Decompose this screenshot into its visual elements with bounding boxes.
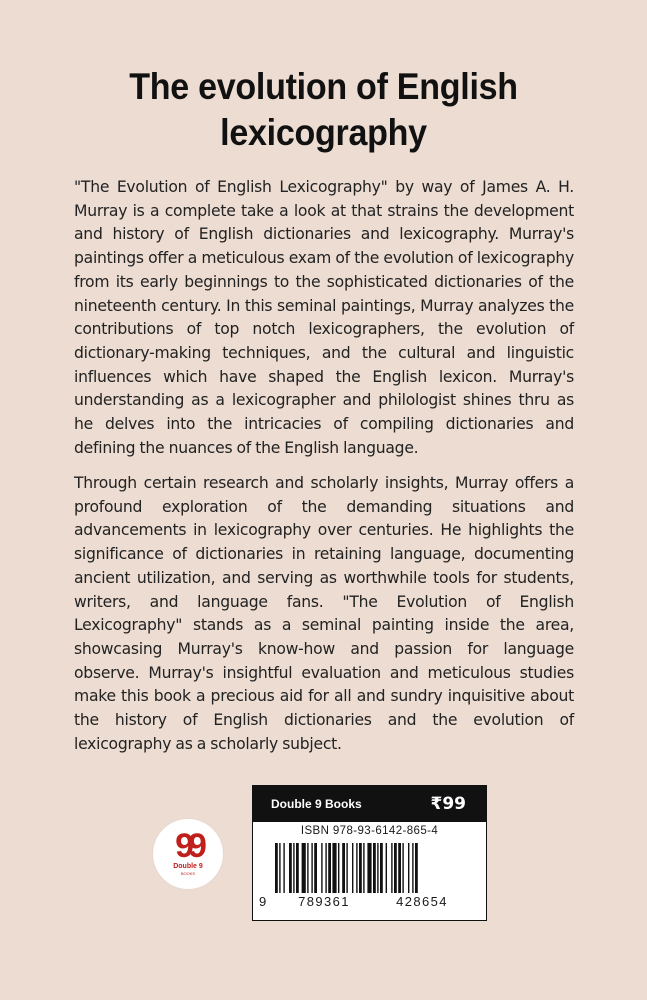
barcode-bar: [307, 843, 308, 893]
logo-number: 99: [175, 827, 201, 865]
publisher-name: Double 9 Books: [271, 797, 362, 811]
barcode-bar: [391, 843, 392, 893]
barcode-bar: [386, 843, 387, 893]
title-line-1: The evolution of English: [129, 66, 518, 107]
barcode-bar: [352, 843, 353, 893]
barcode-bar: [328, 843, 331, 893]
publisher-logo: [153, 819, 223, 889]
barcode-bar: [412, 843, 413, 893]
barcode-digit-first: 9: [259, 894, 268, 909]
barcode-bar: [377, 843, 378, 893]
price: ₹99: [430, 794, 466, 814]
barcode-bar: [367, 843, 371, 893]
barcode-bar: [275, 843, 278, 893]
barcode-bar: [279, 843, 280, 893]
barcode-bar: [380, 843, 383, 893]
barcode-bar: [293, 843, 294, 893]
barcode-bar: [359, 843, 362, 893]
barcode-bar: [332, 843, 336, 893]
barcode-bar: [338, 843, 339, 893]
barcode-bar: [283, 843, 284, 893]
description-paragraph-1: "The Evolution of English Lexicography" by way of James A. H. Murray is a complete take a look at that strains the development and history of English dictionaries and lexicography. Murray's paintings offer a meticulous exam of the evolution of lexicography from its early beginnings to the sophisticated dictionaries of the nineteenth century. In this seminal paintings, Murray analyzes the contributions of top notch lexicographers, the evolution of dictionary-making techniques, and the cultural and linguistic influences which have shaped the English lexicon. Murray's understanding as a lexicographer and philologist shines thru as he delves into the intricacies of compiling dictionaries and defining the nuances of the English language.: [74, 178, 574, 457]
barcode-bar: [415, 843, 418, 893]
barcode-bar: [356, 843, 357, 893]
barcode-bar: [289, 843, 292, 893]
logo-sub: BOOKS: [180, 871, 196, 876]
barcode-bar: [373, 843, 376, 893]
description-paragraph-2: Through certain research and scholarly insights, Murray offers a profound exploration of the demanding situations and advancements in lexicography over centuries. He highlights the significance of dictionaries in retaining language, documenting ancient utilization, and serving as worthwhile tools for students, writers, and language fans. "The Evolution of English Lexicography" stands as a seminal painting inside the area, showcasing Murray's know-how and passion for language observe. Murray's insightful evaluation and meticulous studies make this book a precious aid for all and sundry inquisitive about the history of English dictionaries and the evolution of lexicography as a scholarly subject.: [74, 474, 574, 753]
barcode-bar: [325, 843, 326, 893]
barcode-bar: [296, 843, 299, 893]
barcode-box: [252, 785, 487, 921]
title-line-2: lexicography: [220, 112, 427, 153]
barcode-digits-group-1: 789361: [298, 894, 350, 909]
barcode-bar: [302, 843, 306, 893]
isbn-text: ISBN 978-93-6142-865-4: [300, 825, 439, 837]
barcode-bar: [314, 843, 317, 893]
barcode-bar: [408, 843, 409, 893]
book-title: [26, 64, 621, 156]
barcode-bar: [402, 843, 403, 893]
barcode-digits-group-2: 428654: [396, 894, 448, 909]
barcode-bar: [398, 843, 401, 893]
barcode-bar: [363, 843, 364, 893]
barcode-digits: [259, 894, 479, 909]
barcode-bar: [346, 843, 347, 893]
logo-label: Double 9: [173, 863, 203, 870]
barcode-bar: [394, 843, 397, 893]
barcode-bar: [342, 843, 345, 893]
barcode-header: [253, 786, 486, 822]
barcode-bars: [275, 843, 465, 893]
barcode-bar: [321, 843, 322, 893]
barcode-bar: [311, 843, 312, 893]
